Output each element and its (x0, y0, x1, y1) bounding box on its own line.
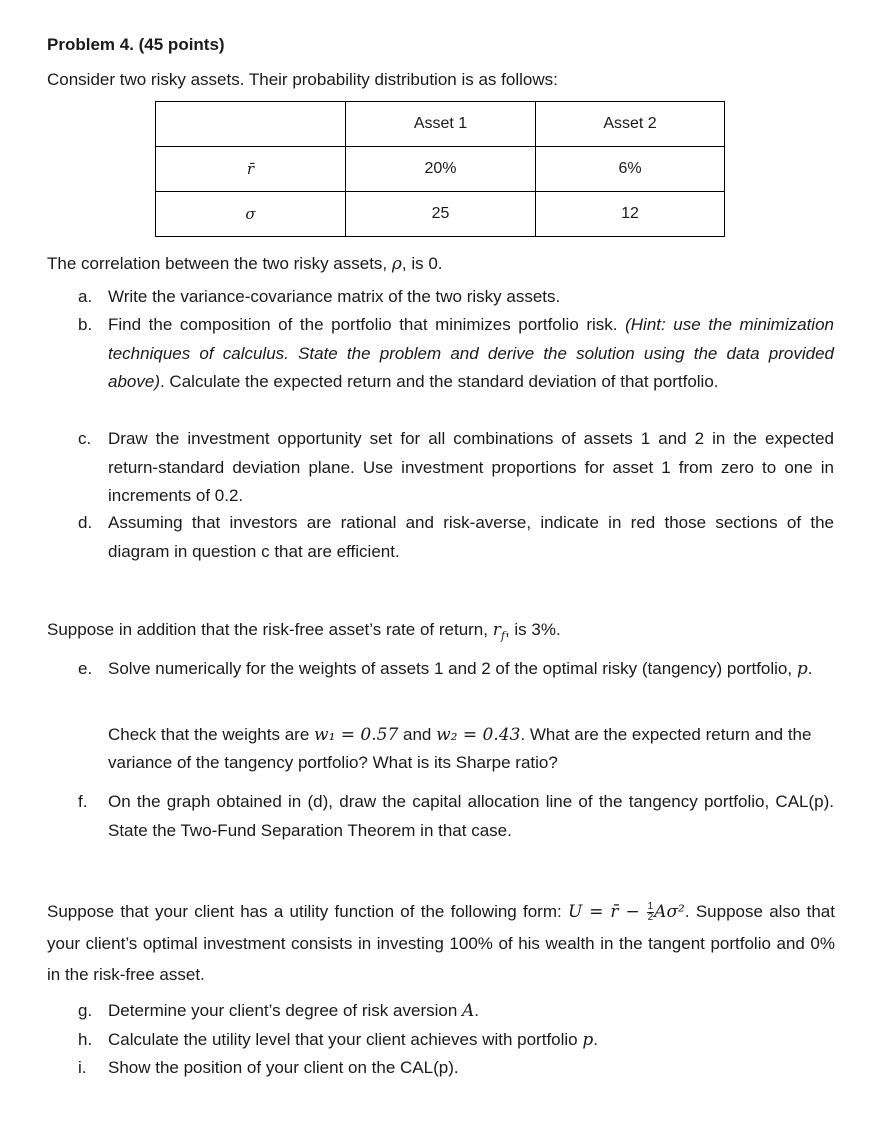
question-g (78, 997, 834, 1026)
question-e-text1: Solve numerically for the weights of assets 1 and 2 of the optimal risky (tangency) portfolio, (108, 659, 797, 678)
question-e-check (108, 721, 834, 777)
utility-prefix: Suppose that your client has a utility function of the following form: (47, 902, 568, 921)
utility-suffix: . Suppose also that your client’s optimal investment consists in investing 100% of his wealth in the tangent portfolio and 0% in the risk-free asset. (47, 902, 835, 984)
rho-symbol: ρ (391, 254, 402, 274)
correlation-suffix: , is 0. (401, 254, 443, 273)
check-suffix: . What are the expected return and the variance of the tangency portfolio? What is its Sharpe ratio? (108, 725, 812, 772)
portfolio-symbol: p (582, 1030, 594, 1050)
riskfree-suffix: , is 3%. (504, 620, 561, 639)
question-text (108, 311, 834, 397)
question-b-hint: (Hint: use the minimization techniques of calculus. State the problem and derive the solution using the data provided above) (108, 315, 834, 391)
riskfree-prefix: Suppose in addition that the risk-free asset’s rate of return, (47, 620, 493, 639)
question-label: h. (78, 1030, 93, 1049)
question-h-text1: Calculate the utility level that your client achieves with portfolio (108, 1030, 583, 1049)
utility-statement (47, 896, 835, 990)
question-text: Write the variance-covariance matrix of the two risky assets. (108, 287, 561, 306)
question-e-text2: . (807, 659, 813, 678)
question-label: d. (78, 513, 93, 532)
risk-aversion-symbol: A (462, 1001, 475, 1021)
table-header-asset2: Asset 2 (536, 102, 725, 147)
question-f (78, 788, 834, 845)
table-cell-asset2: 12 (536, 192, 725, 237)
problem-intro: Consider two risky assets. Their probability distribution is as follows: (47, 70, 558, 89)
question-text (108, 997, 834, 1026)
question-d (78, 509, 834, 566)
question-label: g. (78, 1001, 93, 1020)
riskfree-symbol: r (492, 620, 501, 640)
question-label: e. (78, 659, 93, 678)
question-i (78, 1054, 834, 1083)
utility-formula-start: U = r̄ − (567, 902, 647, 922)
question-label: b. (78, 315, 93, 334)
question-b-text2: . Calculate the expected return and the standard deviation of that portfolio. (159, 372, 719, 391)
table-header-empty (156, 102, 346, 147)
table-cell-asset1: 25 (346, 192, 536, 237)
question-b (78, 311, 834, 397)
question-a (78, 283, 834, 312)
question-h-text2: . (593, 1030, 598, 1049)
question-g-text2: . (474, 1001, 480, 1020)
question-label: i. (78, 1058, 87, 1077)
distribution-table (155, 101, 725, 237)
question-c (78, 425, 834, 511)
question-text (108, 655, 834, 684)
fraction-denominator: 2 (647, 912, 654, 924)
riskfree-statement (47, 616, 835, 650)
question-label: f. (78, 792, 88, 811)
question-text: On the graph obtained in (d), draw the capital allocation line of the tangency portfolio, CAL(p). State the Two-Fund Separation Theorem in that case. (108, 792, 834, 840)
utility-formula-end: Aσ² (654, 902, 685, 922)
correlation-statement (47, 250, 835, 278)
question-text: Draw the investment opportunity set for all combinations of assets 1 and 2 in the expected return-standard deviation plane. Use investment proportions for asset 1 from zero to one in increments of 0.2. (108, 429, 834, 505)
table-row (156, 147, 725, 192)
question-label: c. (78, 429, 92, 448)
question-g-text1: Determine your client’s degree of risk aversion (108, 1001, 463, 1020)
question-text: Assuming that investors are rational and risk-averse, indicate in red those sections of the diagram in question c that are efficient. (108, 513, 834, 561)
table-cell-symbol: σ (156, 192, 346, 237)
portfolio-symbol: p (796, 659, 808, 679)
table-row (156, 192, 725, 237)
table-header-asset1: Asset 1 (346, 102, 536, 147)
fraction-numerator: 1 (647, 901, 654, 913)
question-label: a. (78, 287, 93, 306)
table-cell-asset1: 20% (346, 147, 536, 192)
check-mid: and (398, 725, 437, 744)
question-text: Show the position of your client on the CAL(p). (108, 1058, 459, 1077)
question-b-text1: Find the composition of the portfolio that minimizes portfolio risk. (108, 315, 626, 334)
table-header-row (156, 102, 725, 147)
question-e (78, 655, 834, 684)
weight-w1: w₁ = 0.57 (314, 725, 399, 745)
weight-w2: w₂ = 0.43 (436, 725, 521, 745)
problem-title: Problem 4. (45 points) (47, 35, 225, 54)
check-prefix: Check that the weights are (108, 725, 315, 744)
question-text (108, 1026, 834, 1055)
question-h (78, 1026, 834, 1055)
correlation-prefix: The correlation between the two risky assets, (47, 254, 392, 273)
table-cell-symbol: r̄ (156, 147, 346, 192)
table-cell-asset2: 6% (536, 147, 725, 192)
riskfree-subscript: f (500, 629, 505, 643)
